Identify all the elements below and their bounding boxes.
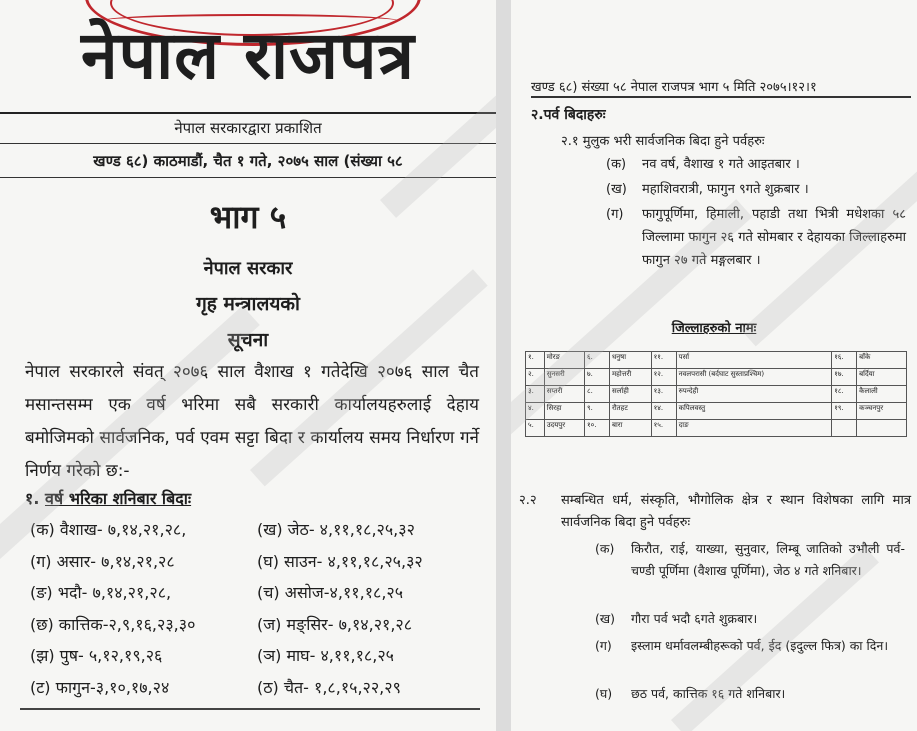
item-label: (घ) (595, 686, 613, 701)
saturday-item: (ज) मङ्सिर- ७,१४,२१,२८ (257, 615, 413, 634)
ministry-title: गृह मन्त्रालयको (196, 293, 300, 315)
table-row (526, 352, 907, 369)
issue-line: खण्ड ६८) काठमाडौं, चैत १ गते, २०७५ साल (संख्या ५८ (93, 152, 403, 170)
saturday-item: (ट) फागुन-३,१०,१७,२४ (30, 678, 170, 697)
heading-text: वर्ष भरिका शनिबार बिदाः (44, 489, 192, 508)
saturday-item: (ङ) भदौ- ७,१४,२१,२८, (30, 583, 172, 602)
table-cell: उदयपुर (544, 420, 584, 437)
table-cell: ४. (526, 403, 545, 420)
saturday-item: (ग) असार- ७,१४,२१,२८ (30, 552, 175, 571)
government-title: नेपाल सरकार (203, 258, 293, 279)
table-cell: १७. (832, 369, 857, 386)
table-cell: ५. (526, 420, 545, 437)
table-cell: कञ्चनपुर (857, 403, 907, 420)
subsection-title: सम्बन्धित धर्म, संस्कृति, भौगोलिक क्षेत्र र स्थान विशेषका लागि मात्र सार्वजनिक बिदा हुने पर्वहरुः (561, 493, 911, 530)
holiday-item (606, 203, 906, 272)
table-cell: १२. (651, 369, 676, 386)
table-cell: बर्दिया (857, 369, 907, 386)
table-cell: ८. (585, 386, 610, 403)
saturday-item: (छ) कात्तिक-२,९,१६,२३,३० (30, 615, 196, 634)
holiday-item (595, 608, 905, 630)
gazette-masthead: नेपाल राजपत्र (81, 17, 415, 94)
table-cell: धनुषा (609, 352, 651, 369)
heading-number: १. (25, 489, 40, 508)
table-cell: मोरङ (544, 352, 584, 369)
item-text: किरौत, राई, याख्या, सुनुवार, लिम्बू जातिको उभौली पर्व- चण्डी पूर्णिमा (वैशाख पूर्णिमा), जेठ ४ गते शनिबार। (631, 541, 905, 578)
section-title: २.पर्व बिदाहरुः (531, 107, 606, 123)
table-cell: पर्सा (676, 352, 832, 369)
table-cell: कैलाली (857, 386, 907, 403)
table-cell: बाँके (857, 352, 907, 369)
table-cell: ११. (651, 352, 676, 369)
item-text: नव वर्ष, वैशाख १ गते आइतबार । (642, 157, 800, 172)
subsection-2-2 (519, 490, 911, 534)
table-cell: सिरहा (544, 403, 584, 420)
table-cell: सप्तरी (544, 386, 584, 403)
publisher-line: नेपाल सरकारद्वारा प्रकाशित (174, 119, 322, 137)
item-text: फागुपूर्णिमा, हिमाली, पहाडी तथा भित्री मधेशका ५८ जिल्लामा फागुन २६ गते सोमबार र देहायका जिल्लाहरुमा फागुन २७ गते मङ्गलबार । (642, 207, 906, 268)
table-cell: १३. (651, 386, 676, 403)
table-cell (832, 420, 857, 437)
intro-paragraph: नेपाल सरकारले संवत् २०७६ साल वैशाख १ गतेदेखि २०७६ साल चैत मसान्तसम्म एक वर्ष भरिमा सबै सरकारी कार्यालयहरुलाई देहाय बमोजिमको सार्वजनिक, पर्व एवम सट्टा बिदा र कार्यालय समय निर्धारण गर्ने निर्णय गरेको छ:- (25, 362, 479, 481)
table-cell (857, 420, 907, 437)
table-cell: रुपन्देही (676, 386, 832, 403)
item-text: महाशिवरात्री, फागुन ९गते शुक्रबार । (642, 182, 809, 197)
table-row (526, 420, 907, 437)
table-cell: ९. (585, 403, 610, 420)
table-cell: १९. (832, 403, 857, 420)
table-row (526, 386, 907, 403)
page-running-header: खण्ड ६८) संख्या ५८ नेपाल राजपत्र भाग ५ मिति २०७५।१२।१ (531, 80, 817, 95)
divider (0, 177, 496, 178)
saturday-holidays-heading (25, 487, 191, 509)
divider (531, 96, 911, 98)
table-cell: दाङ (676, 420, 832, 437)
item-label: (ग) (606, 207, 624, 222)
item-label: (क) (595, 541, 615, 556)
saturday-item: (ख) जेठ- ४,११,१८,२५,३२ (257, 520, 415, 539)
table-cell: सुनसरी (544, 369, 584, 386)
divider (0, 143, 496, 144)
divider (20, 708, 480, 710)
holiday-item (595, 683, 905, 705)
table-cell: २. (526, 369, 545, 386)
table-cell: ३. (526, 386, 545, 403)
table-cell: १६. (832, 352, 857, 369)
item-text: इस्लाम धर्मावलम्बीहरूको पर्व, ईद (इदुल्ल फित्र) का दिन। (631, 638, 889, 653)
table-cell: ६. (585, 352, 610, 369)
districts-title: जिल्लाहरुको नामः (671, 321, 757, 336)
holiday-item (606, 178, 906, 201)
item-label: (ग) (595, 638, 612, 653)
table-row (526, 403, 907, 420)
saturday-item: (ठ) चैत- १,८,१५,२२,२९ (257, 678, 401, 697)
item-text: छठ पर्व, कात्तिक १६ गते शनिबार। (631, 686, 786, 701)
table-row (526, 369, 907, 386)
table-cell: १. (526, 352, 545, 369)
table-cell: रौतहट (609, 403, 651, 420)
table-cell: सर्लाही (609, 386, 651, 403)
table-cell: ७. (585, 369, 610, 386)
table-cell: महोत्तरी (609, 369, 651, 386)
part-title: भाग ५ (209, 198, 287, 236)
table-cell: १८. (832, 386, 857, 403)
holiday-item (606, 153, 906, 176)
saturday-item: (घ) साउन- ४,११,१८,२५,३२ (257, 552, 423, 571)
item-label: (क) (606, 157, 627, 172)
saturday-item: (क) वैशाख- ७,१४,२१,२८, (30, 520, 187, 539)
item-label: (ख) (606, 182, 627, 197)
notice-title: सूचना (227, 329, 269, 351)
districts-table (525, 351, 907, 437)
holiday-item (595, 635, 905, 657)
right-gazette-page (511, 0, 917, 731)
subsection-title: २.१ मुलुक भरी सार्वजनिक बिदा हुने पर्वहरुः (561, 134, 765, 149)
subsection-number: २.२ (519, 493, 537, 508)
saturday-item: (ञ) माघ- ४,११,१८,२५ (257, 646, 394, 665)
table-cell: नवलपरासी (बर्दघाट सुस्ताप्रश्चिम) (676, 369, 832, 386)
table-cell: १५. (651, 420, 676, 437)
saturday-item: (झ) पुष- ५,१२,१९,२६ (30, 646, 163, 665)
holiday-item (595, 538, 905, 582)
table-cell: १०. (585, 420, 610, 437)
item-text: गौरा पर्व भदौ ६गते शुक्रबार। (631, 611, 758, 626)
table-cell: १४. (651, 403, 676, 420)
table-cell: बारा (609, 420, 651, 437)
item-label: (ख) (595, 611, 615, 626)
table-cell: कपिलवस्तु (676, 403, 832, 420)
divider (0, 112, 496, 114)
saturday-item: (च) असोज-४,११,१८,२५ (257, 583, 404, 602)
